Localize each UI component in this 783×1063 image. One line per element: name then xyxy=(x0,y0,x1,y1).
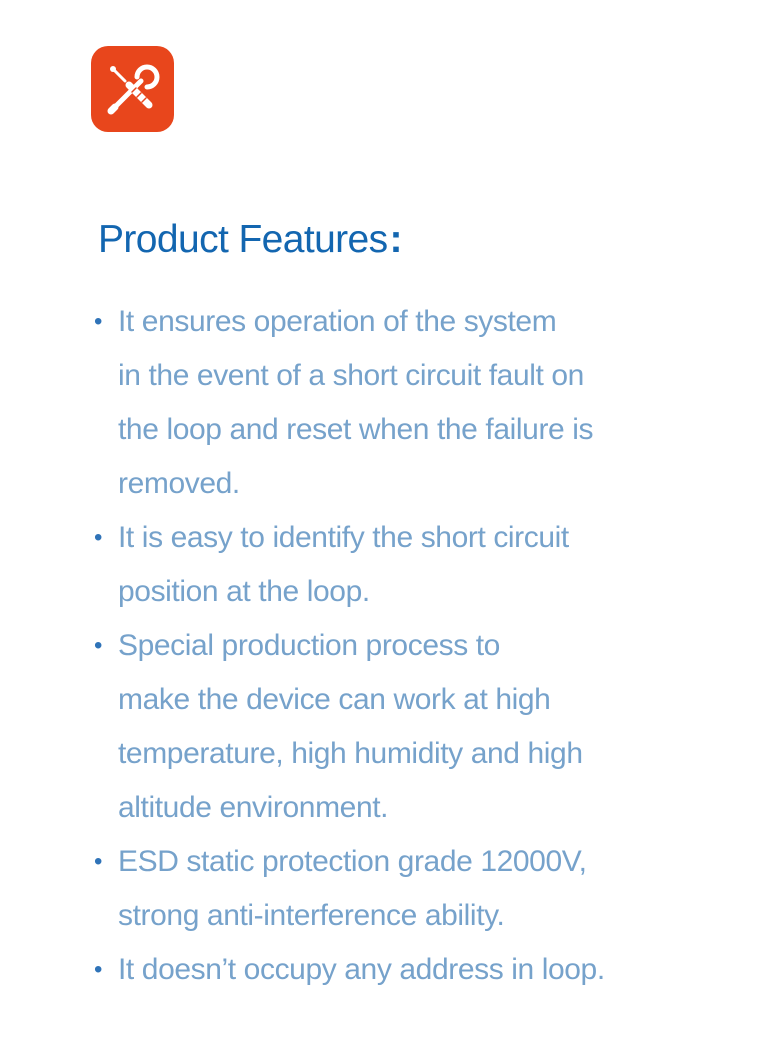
feature-list xyxy=(89,295,729,997)
wrench-screwdriver-icon xyxy=(99,55,167,123)
feature-text-line: position at the loop. xyxy=(118,575,370,608)
section-title-text: Product Features xyxy=(98,218,388,261)
feature-text-line: It is easy to identify the short circuit xyxy=(118,521,569,554)
feature-text-line: make the device can work at high xyxy=(118,683,551,716)
feature-item xyxy=(89,295,729,511)
feature-text-line: in the event of a short circuit fault on xyxy=(118,359,584,392)
bullet-icon: • xyxy=(94,632,103,659)
bullet-icon: • xyxy=(94,524,103,551)
feature-text-line: It ensures operation of the system xyxy=(118,305,557,338)
feature-text-line: temperature, high humidity and high xyxy=(118,737,583,770)
bullet-icon: • xyxy=(94,848,103,875)
feature-text-line: altitude environment. xyxy=(118,791,389,824)
feature-text-line: strong anti-interference ability. xyxy=(118,899,505,932)
section-title-colon: : xyxy=(389,218,402,261)
feature-text-line: removed. xyxy=(118,467,240,500)
tools-logo xyxy=(91,46,174,132)
feature-text-line: the loop and reset when the failure is xyxy=(118,413,594,446)
feature-text-line: It doesn’t occupy any address in loop. xyxy=(118,953,605,986)
feature-item xyxy=(89,619,729,835)
feature-text-line: ESD static protection grade 12000V, xyxy=(118,845,587,878)
feature-text-line: Special production process to xyxy=(118,629,500,662)
bullet-icon: • xyxy=(94,308,103,335)
section-title xyxy=(98,214,402,266)
bullet-icon: • xyxy=(94,956,103,983)
feature-item xyxy=(89,511,729,619)
feature-item xyxy=(89,835,729,943)
feature-item xyxy=(89,943,729,997)
